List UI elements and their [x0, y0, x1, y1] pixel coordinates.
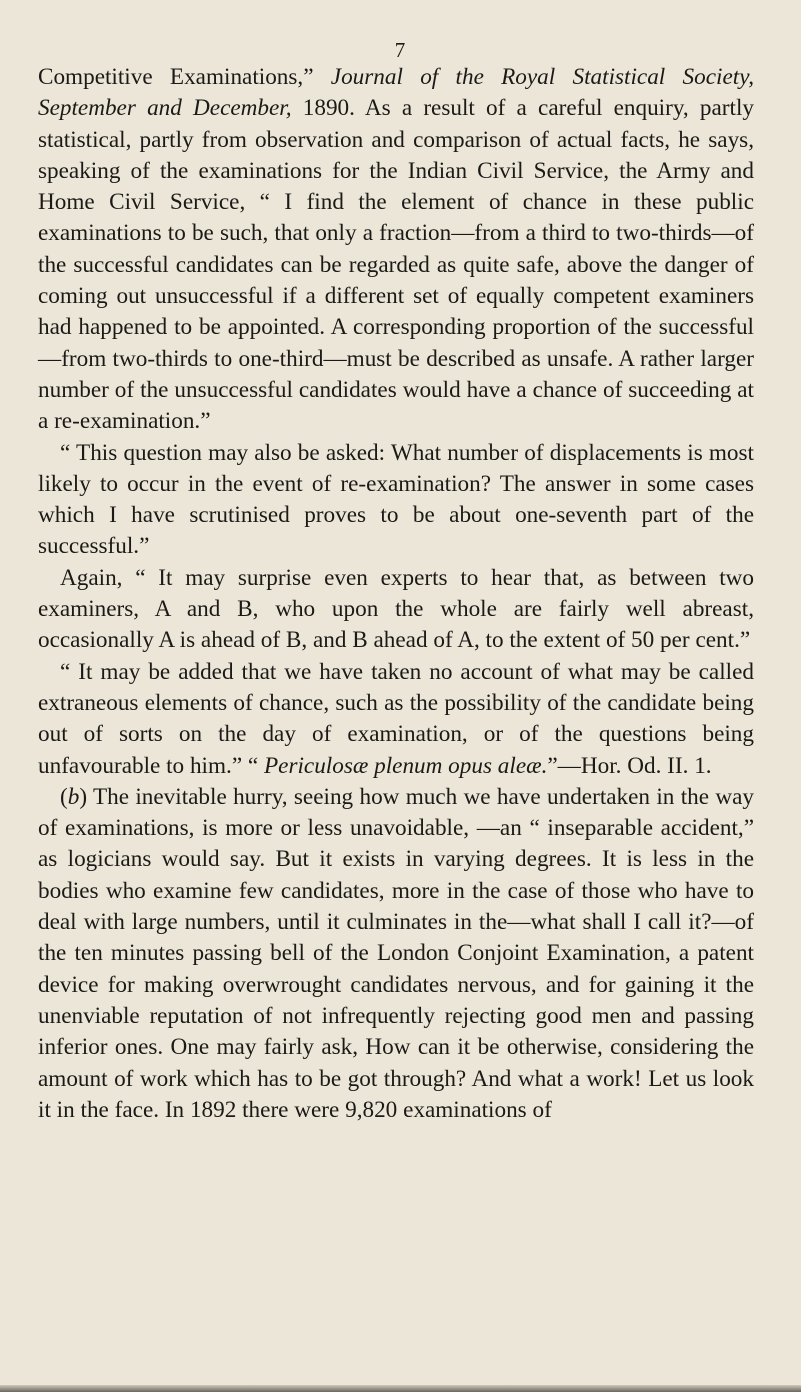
text-run: “ This question may also be asked: What number of displacements is most likely to occur in the event of re-examination? The answer in some cases which I have scrutinised proves to be about one-seventh part of the successful.” [38, 439, 754, 560]
paragraph [38, 438, 754, 563]
page-number: 7 [394, 38, 407, 62]
paragraph [38, 782, 754, 1126]
italic-text: b [67, 783, 80, 810]
text-run: “ It may be added that we have taken no account of what may be called extraneous elements of chance, such as the possibility of the candidate being out of sorts on the day of examination, or of the questions being unfavourable to him.” “ [38, 658, 754, 779]
text-run: ”—Hor. Od. II. 1. [547, 752, 712, 779]
text-run: Again, “ It may surprise even experts to hear that, as between two examiners, A and B, who upon the whole are fairly well abreast, occasionally A is ahead of B, and B ahead of A, to the extent of 50 per cent.” [38, 564, 754, 654]
italic-text: Journal of the Royal Statistical Society, September and December, [38, 64, 754, 122]
text-run: ) The inevitable hurry, seeing how much we have undertaken in the way of examinations, is more or less unavoidable, —an “ inseparable accident,” as logicians would say. But it exists in varying degrees. It is less in the bodies who examine few candidates, more in the case of those who have to deal with large numbers, until it culminates in the—what shall I call it?—of the ten minutes passing bell of the London Conjoint Examination, a patent device for making overwrought candidates nervous, and for gaining it the unenviable reputation of not infrequently rejecting good men and passing inferior ones. One may fairly ask, How can it be otherwise, considering the amount of work which has to be got through? And what a work! Let us look it in the face. In 1892 there were 9,820 examinations of [38, 783, 754, 1123]
body-text [38, 62, 754, 1126]
paragraph [38, 62, 754, 438]
text-run: ( [60, 783, 68, 810]
text-run: 1890. As a result of a careful enquiry, partly statistical, partly from observation and comparison of actual facts, he says, speaking of the examinations for the Indian Civil Service, the Army and Home Civil Service, “ I find the element of chance in these public examinations to be such, that only a fraction—from a third to two-thirds—of the successful candidates can be regarded as quite safe, above the danger of coming out unsuccessful if a different set of equally competent examiners had happened to be appointed. A corresponding proportion of the successful—from two-thirds to one-third—must be described as unsafe. A rather larger number of the unsuccessful candidates would have a chance of succeeding at a re-examination.” [38, 95, 755, 435]
italic-text: Periculosæ plenum opus aleæ. [264, 752, 548, 779]
page-bottom-edge [0, 1385, 801, 1392]
paragraph [38, 563, 754, 657]
paragraph [38, 657, 754, 782]
text-run: Competitive Examinations,” [38, 64, 331, 90]
